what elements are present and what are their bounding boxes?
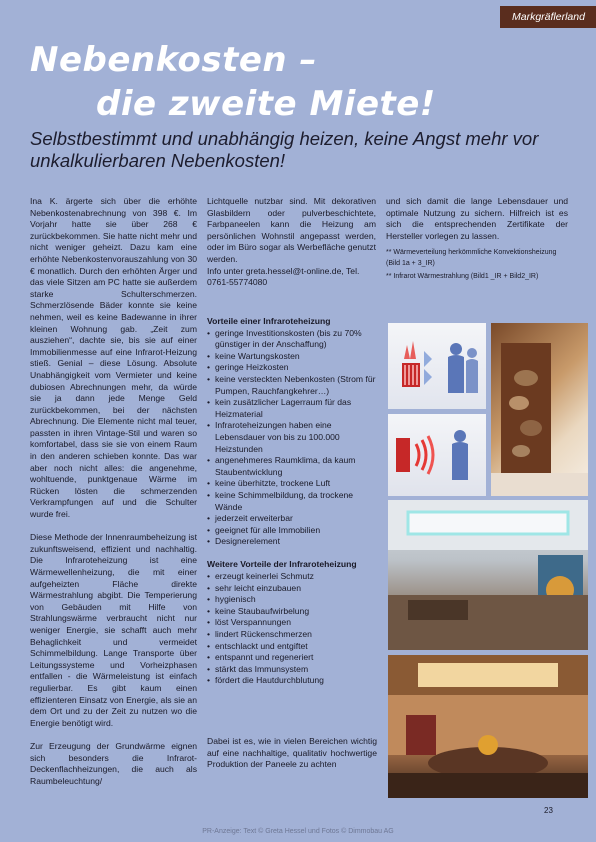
convection-diagram-image [388,323,486,409]
list-item: • geringe Investitionskosten (bis zu 70% günstiger in der Anschaffung) [207,328,377,351]
paragraph: Lichtquelle nutzbar sind. Mit dekorativen Glasbildern oder pulverbeschichtete, Farbpaneelen kann die Heizung am persönlichen Wohnstil angepasst werden, oder im Büro sogar als Werbefläche genutzt werden. [207,196,376,264]
list-item: • hygienisch [207,594,377,606]
list-item: • keine überhitzte, trockene Luft [207,478,377,490]
list-item: • löst Verspannungen [207,617,377,629]
paragraph: Ina K. ärgerte sich über die erhöhte Nebenkostenabrechnung von 398 €. Im Vorjahr hatte sie über 268 € zurückbekommen. Sie hatte nicht mehr und nicht weniger geheizt. Dazu kam eine erhöhte Nebenkostenvorauszahlung von 30 € monatlich. Durch den erhöhten Ärger und das viele Sitzen am PC hatte sie außerdem starke Schulterschmerzen. Schmerzlösende Bäder konnte sie keine nehmen, weil es keine Badewanne in ihrer kleinen Wohnung gab. „Zeit zum ausziehen“, dachte sie, bis sie auf einer Immobilienmesse auf eine Infrarot-Heizung stieß. Genial – diese Lösung. Absolute Unabhängigkeit vom Vermieter und keine dubiosen Abrechnungen mehr, da würde sie ja dann jede Menge Geld zurückbekommen, bei der nächsten Abrechnung. Die Elemente nicht mal teuer, passten in ihren Vintage-Stil und waren so komfortabel, dass sie sie von einem Raum in den anderen schieben konnte. Das war aber noch nicht alles: die angenehme, wohltuende, punktgenaue Wärme im Rücken lösten die schmerzenden Verkrampfungen auf und die Schulter wurde frei. [30,196,197,520]
list-item: • keine versteckten Nebenkosten (Strom für Pumpen, Rauchfangkehrer…) [207,374,377,397]
closing-paragraph-wrap [207,736,377,771]
list-item: • entspannt und regeneriert [207,652,377,664]
headline-line-2: die zweite Miete! [96,84,436,124]
advantages-list [207,328,377,548]
paragraph: und sich damit die lange Lebensdauer und optimale Nutzung zu sichern. Hilfreich ist es sich die entsprechenden Zertifikate der Hersteller vorlegen zu lassen. [386,196,568,241]
headline-line-1: Nebenkosten – [30,40,317,80]
list-item: • angenehmeres Raumklima, da kaum Staubentwicklung [207,455,377,478]
section-title: Weitere Vorteile der Infraroteheizung [207,559,357,570]
list-item: • jederzeit erweiterbar [207,513,377,525]
footnote: ** Wärmeverteilung herkömmliche Konvektionsheizung (Bild 1a + 3_IR) [386,249,557,267]
list-item: • Designerelement [207,536,377,548]
paragraph: Diese Methode der Innenraumbeheizung ist zukunftsweisend, effizient und nachhaltig. Die Infraroteheizung ist eine Wärmewellenheizung, die mit einer aufgeheizten Fläche direkte Wärmestrahlung abgibt. Die Temperierung von Gebäuden mit Hilfe von Strahlungswärme verbraucht nicht nur weniger Energie, sie schafft auch mehr Behaglichkeit und vermeidet Schimmelbildung. Lange Transporte über Leitungssysteme und Vorheizphasen entfallen - die Wärmeleistung ist einfach regulierbar. Es gibt kaum einen effizienteren Einsatz von Energie, als sie an dem Ort und zu der Zeit zu nutzen wo die Energie benötigt wird. [30,532,197,728]
list-item: • fördert die Hautdurchblutung [207,675,377,687]
list-item: • kein zusätzlicher Lagerraum für das Heizmaterial [207,397,377,420]
list-item: • erzeugt keinerlei Schmutz [207,571,377,583]
list-item: • sehr leicht einzubauen [207,583,377,595]
list-item: • entschlackt und entgiftet [207,641,377,653]
section-title: Vorteile einer Infraroteheizung [207,316,331,326]
list-item: • geringe Heizkosten [207,362,377,374]
list-item: • lindert Rückenschmerzen [207,629,377,641]
list-item: • Infraroteheizungen haben eine Lebensdauer von bis zu 100.000 Heizstunden [207,420,377,455]
region-tag: Markgräflerland [500,6,596,28]
list-item: • stärkt das Immunsystem [207,664,377,676]
list-item: • keine Wartungskosten [207,351,377,363]
footnote: ** Infrarot Wärmestrahlung (Bild1 _IR + Bild2_IR) [386,273,539,281]
headline [30,38,570,126]
paragraph: Dabei ist es, wie in vielen Bereichen wichtig auf eine nachhaltige, qualitativ hochwertige Produktion der Paneele zu achten [207,736,377,770]
further-advantages-list [207,571,377,687]
article-column-3 [386,196,568,283]
subheadline: Selbstbestimmt und unabhängig heizen, keine Angst mehr vor unkalkulierbaren Nebenkosten! [30,128,539,171]
list-item: • keine Staubaufwirbelung [207,606,377,618]
list-item: • keine Schimmelbildung, da trockene Wände [207,490,377,513]
contact-info: Info unter greta.hessel@t-online.de, Tel. 0761-55774080 [207,265,360,288]
ceiling-heating-room-image [388,500,588,650]
page-number: 23 [544,806,553,815]
advantages-section [207,316,377,687]
article-column-2-top [207,196,376,289]
decorative-panel-image [491,323,588,496]
infrared-diagram-image [388,414,486,496]
article-column-1 [30,196,197,787]
list-item: • geeignet für alle Immobilien [207,525,377,537]
photo-credit: PR-Anzeige: Text © Greta Hessel und Fotos © Dimmobau AG [202,828,394,835]
paragraph: Zur Erzeugung der Grundwärme eignen sich besonders die Infrarot-Deckenflachheizungen, die auch als Raumbeleuchtung/ [30,740,197,786]
dining-room-image [388,655,588,798]
